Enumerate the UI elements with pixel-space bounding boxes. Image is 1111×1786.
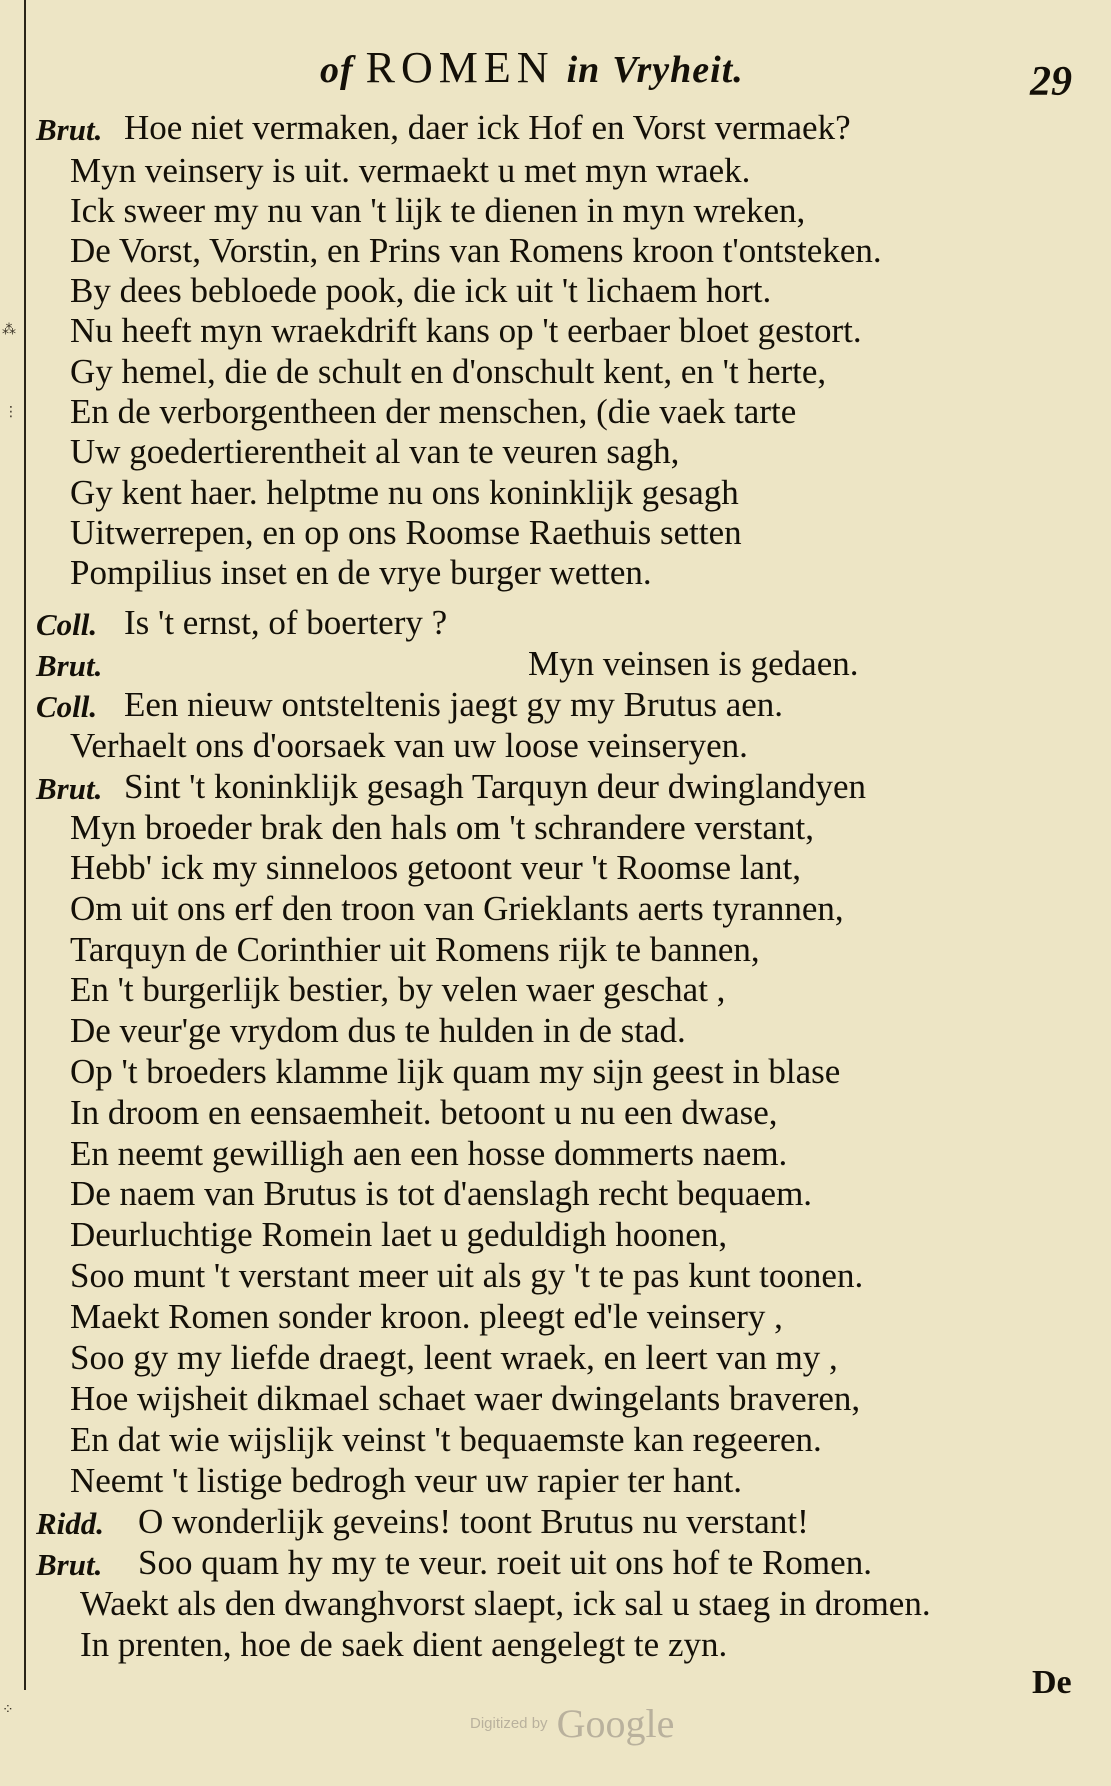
verse-line: Verhaelt ons d'oorsaek van uw loose veinseryen. [70, 726, 748, 765]
speaker-label: Ridd. [36, 1506, 105, 1541]
verse-line: Deurluchtige Romein laet u geduldigh hoonen, [70, 1215, 728, 1254]
verse-line: En dat wie wijslijk veinst 't bequaemste kan regeeren. [70, 1420, 822, 1459]
speaker-label: Coll. [36, 607, 98, 642]
watermark-prefix: Digitized by [470, 1715, 548, 1732]
verse-line: Gy hemel, die de schult en d'onschult kent, en 't herte, [70, 352, 827, 391]
verse-line: Tarquyn de Corinthier uit Romens rijk te bannen, [70, 930, 760, 969]
header-of: of [320, 49, 354, 91]
catchword: De [1032, 1664, 1072, 1701]
verse-line: Uitwerrepen, en op ons Roomse Raethuis setten [70, 513, 742, 552]
verse-line: Pompilius inset en de vrye burger wetten. [70, 553, 652, 592]
verse-line: Maekt Romen sonder kroon. pleegt ed'le veinsery , [70, 1297, 783, 1336]
verse-line: Gy kent haer. helptme nu ons koninklijk gesagh [70, 473, 739, 512]
verse-line: In prenten, hoe de saek dient aengelegt te zyn. [80, 1625, 728, 1664]
verse-line: Nu heeft myn wraekdrift kans op 't eerbaer bloet gestort. [70, 311, 862, 350]
verse-line: En neemt gewilligh aen een hosse dommerts naem. [70, 1134, 788, 1173]
speaker-label: Brut. [36, 1547, 103, 1582]
header-romen: ROMEN [365, 43, 555, 92]
verse-line: Hoe niet vermaken, daer ick Hof en Vorst vermaek? [124, 108, 851, 147]
speaker-label: Coll. [36, 689, 98, 724]
verse-line: Uw goedertierentheit al van te veuren sagh, [70, 432, 680, 471]
speaker-label: Brut. [36, 648, 103, 683]
verse-line: Myn veinsen is gedaen. [528, 644, 859, 683]
margin-speck: ⋮ [4, 404, 18, 420]
verse-line: Op 't broeders klamme lijk quam my sijn geest in blase [70, 1052, 841, 1091]
verse-line: O wonderlijk geveins! toont Brutus nu verstant! [138, 1502, 809, 1541]
verse-line: En 't burgerlijk bestier, by velen waer geschat , [70, 970, 726, 1009]
verse-line: Soo munt 't verstant meer uit als gy 't te pas kunt toonen. [70, 1256, 864, 1295]
header-in: in [566, 49, 601, 91]
verse-line: Myn veinsery is uit. vermaekt u met myn wraek. [70, 151, 751, 190]
verse-line: Neemt 't listige bedrogh veur uw rapier ter hant. [70, 1461, 743, 1500]
verse-line: De veur'ge vrydom dus te hulden in de stad. [70, 1011, 686, 1050]
header-vryheit: Vryheit. [612, 49, 744, 91]
page-number: 29 [1030, 59, 1072, 105]
verse-line: Soo gy my liefde draegt, leent wraek, en leert van my , [70, 1338, 838, 1377]
verse-line: De Vorst, Vorstin, en Prins van Romens kroon t'ontsteken. [70, 231, 882, 270]
verse-line: Een nieuw ontsteltenis jaegt gy my Brutus aen. [124, 685, 784, 724]
watermark-brand: Google [556, 1701, 675, 1746]
margin-speck: ⁘ [2, 1702, 14, 1718]
binding-edge-line [24, 0, 26, 1690]
verse-line: Ick sweer my nu van 't lijk te dienen in myn wreken, [70, 191, 806, 230]
verse-line: Soo quam hy my te veur. roeit uit ons hof te Romen. [138, 1543, 872, 1582]
running-header [320, 42, 744, 93]
verse-line: Hoe wijsheit dikmael schaet waer dwingelants braveren, [70, 1379, 861, 1418]
verse-line: Myn broeder brak den hals om 't schrandere verstant, [70, 808, 814, 847]
verse-line: Is 't ernst, of boertery ? [124, 603, 448, 642]
verse-line: Hebb' ick my sinneloos getoont veur 't Roomse lant, [70, 848, 801, 887]
digitized-watermark [470, 1700, 674, 1747]
verse-line: Om uit ons erf den troon van Grieklants aerts tyrannen, [70, 889, 844, 928]
verse-line: Sint 't koninklijk gesagh Tarquyn deur dwinglandyen [124, 767, 867, 806]
verse-line: By dees bebloede pook, die ick uit 't lichaem hort. [70, 271, 772, 310]
margin-speck: ⁂ [2, 322, 16, 338]
verse-line: In droom en eensaemheit. betoont u nu een dwase, [70, 1093, 778, 1132]
verse-line: Waekt als den dwanghvorst slaept, ick sal u staeg in dromen. [80, 1584, 931, 1623]
verse-line: En de verborgentheen der menschen, (die vaek tarte [70, 392, 797, 431]
speaker-label: Brut. [36, 112, 103, 147]
speaker-label: Brut. [36, 771, 103, 806]
verse-line: De naem van Brutus is tot d'aenslagh recht bequaem. [70, 1174, 813, 1213]
